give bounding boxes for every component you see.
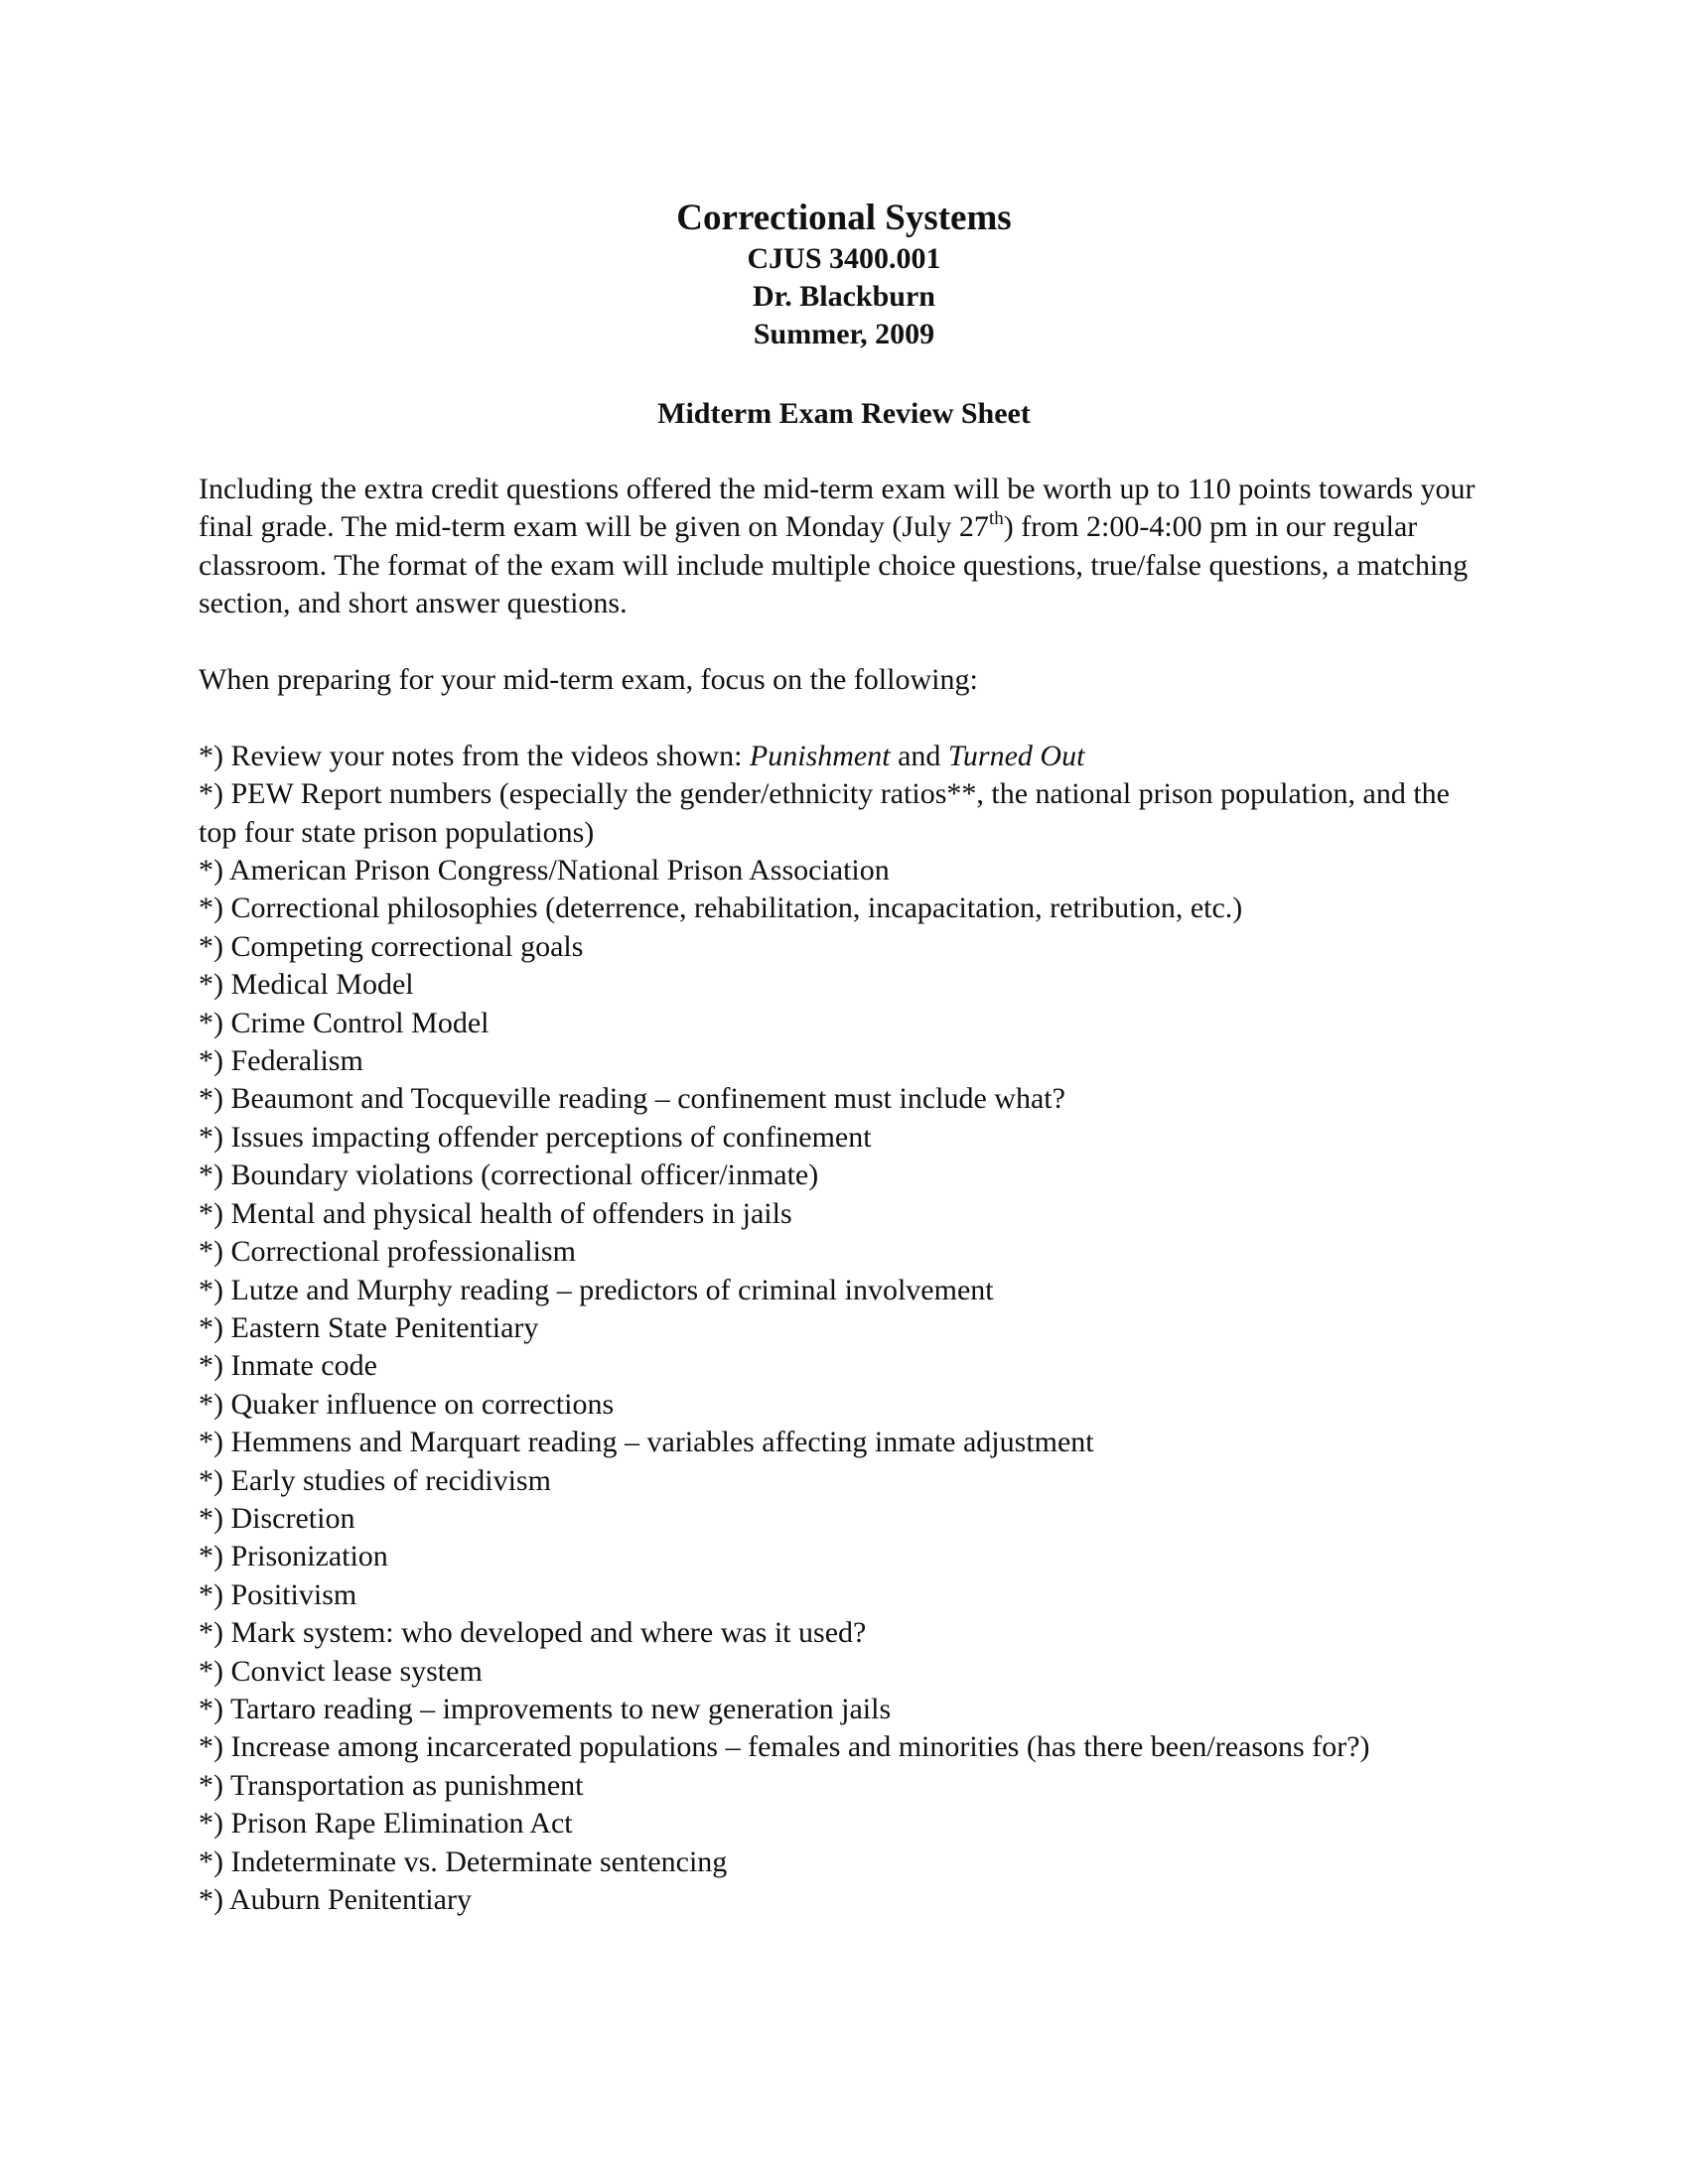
review-item: *) Hemmens and Marquart reading – variables affecting inmate adjustment [199, 1426, 1094, 1459]
review-item: *) Prison Rape Elimination Act [199, 1807, 573, 1841]
instructor-name: Dr. Blackburn [753, 280, 935, 313]
review-item: *) Auburn Penitentiary [199, 1883, 472, 1916]
course-code: CJUS 3400.001 [747, 242, 941, 275]
review-item: *) Increase among incarcerated populations – females and minorities (has there been/reasons for?) [199, 1730, 1370, 1764]
review-item: *) Eastern State Penitentiary [199, 1310, 539, 1344]
review-item: *) Crime Control Model [199, 1006, 490, 1039]
review-item: *) Tartaro reading – improvements to new generation jails [199, 1692, 892, 1725]
document-body [199, 471, 1489, 1919]
review-item: *) Positivism [199, 1577, 357, 1611]
paragraph-gap [199, 623, 1489, 661]
review-item: *) Issues impacting offender perceptions of confinement [199, 1120, 872, 1154]
review-item: *) Federalism [199, 1044, 363, 1078]
course-title: Correctional Systems [676, 198, 1012, 238]
review-item: *) Indeterminate vs. Determinate sentencing [199, 1844, 728, 1878]
video-title-turned-out: Turned Out [947, 739, 1085, 772]
intro-text-part2: ) from 2:00-4:00 pm in our regular classroom. The format of the exam will include multiple choice questions, true/false questions, a matching section, and short answer questions. [199, 510, 1469, 620]
videos-joiner: and [890, 739, 948, 772]
review-item: *) Convict lease system [199, 1654, 483, 1688]
review-item: *) PEW Report numbers (especially the gender/ethnicity ratios**, the national prison population, and the top four state prison populations) [199, 777, 1450, 849]
review-item: *) Correctional professionalism [199, 1235, 576, 1269]
review-item: *) Mental and physical health of offenders in jails [199, 1196, 792, 1230]
paragraph-gap [199, 699, 1489, 737]
review-item: *) Prisonization [199, 1540, 388, 1573]
focus-intro: When preparing for your mid-term exam, focus on the following: [199, 663, 978, 697]
video-title-punishment: Punishment [749, 739, 891, 772]
review-item: *) Quaker influence on corrections [199, 1387, 615, 1421]
review-item: *) American Prison Congress/National Prison Association [199, 854, 890, 887]
review-item: *) Transportation as punishment [199, 1768, 584, 1802]
review-item: *) Competing correctional goals [199, 929, 584, 963]
review-item: *) Beaumont and Tocqueville reading – confinement must include what? [199, 1082, 1065, 1116]
review-topic-list [199, 738, 1489, 1920]
term: Summer, 2009 [753, 318, 935, 350]
review-item: *) Boundary violations (correctional officer/inmate) [199, 1159, 819, 1192]
date-ordinal-superscript: th [988, 508, 1004, 530]
sheet-title: Midterm Exam Review Sheet [657, 397, 1031, 430]
intro-text-part1: Including the extra credit questions offered the mid-term exam will be worth up to 110 points towards your final grade. The mid-term exam will be given on Monday (July 27 [199, 473, 1476, 544]
review-item-videos [199, 738, 1489, 775]
review-item: *) Discretion [199, 1501, 355, 1535]
review-item: *) Lutze and Murphy reading – predictors of criminal involvement [199, 1273, 994, 1306]
review-item: *) Inmate code [199, 1349, 377, 1383]
review-item: *) Early studies of recidivism [199, 1463, 551, 1497]
intro-paragraph [199, 471, 1489, 623]
videos-prefix: *) Review your notes from the videos shown: [199, 739, 750, 772]
review-item: *) Medical Model [199, 968, 414, 1002]
document-header [0, 197, 1688, 353]
review-item: *) Mark system: who developed and where was it used? [199, 1616, 867, 1650]
review-item: *) Correctional philosophies (deterrence, rehabilitation, incapacitation, retribution, etc.) [199, 891, 1243, 925]
